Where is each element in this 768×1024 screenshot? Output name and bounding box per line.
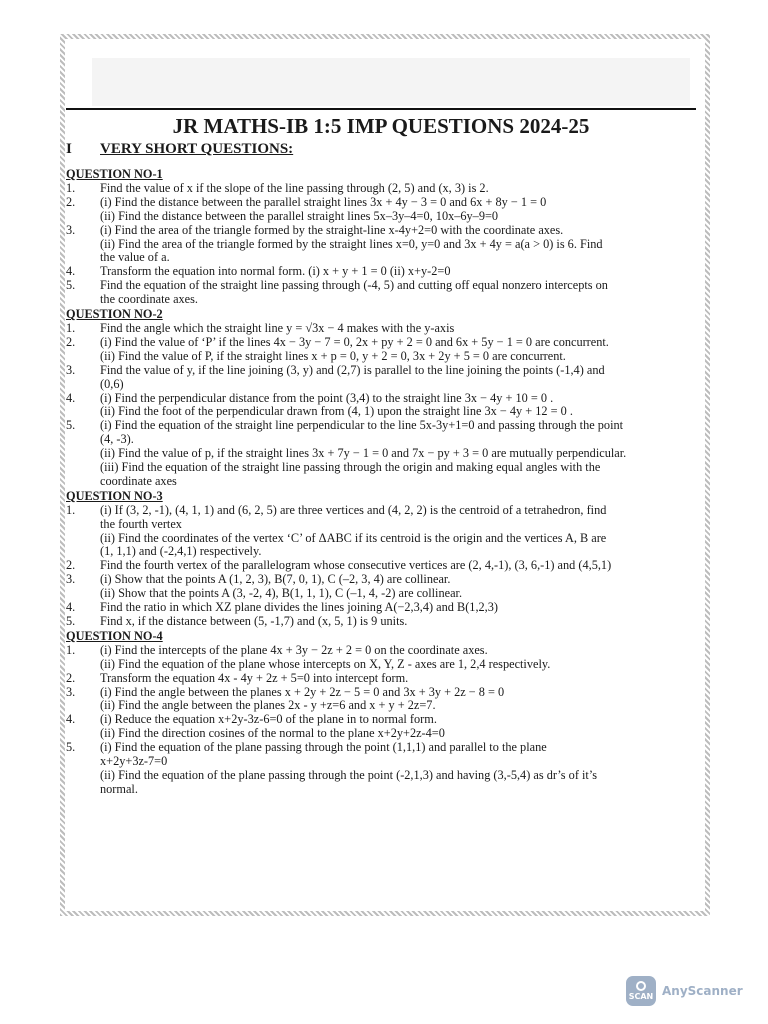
item-text: [100, 265, 694, 279]
item-number: 3.: [66, 362, 76, 377]
question-item: [66, 392, 694, 420]
question-item: [66, 182, 694, 196]
item-line: Find the value of x if the slope of the line passing through (2, 5) and (x, 3) is 2.: [100, 180, 489, 195]
item-line: Find x, if the distance between (5, -1,7) and (x, 5, 1) is 9 units.: [100, 614, 408, 628]
item-number: 4.: [66, 600, 76, 615]
item-line: (ii) Find the direction cosines of the normal to the plane x+2y+2z-4=0: [100, 726, 445, 741]
item-text: [100, 573, 694, 601]
item-number: 3.: [66, 684, 76, 699]
item-line: (0,6): [100, 376, 124, 391]
item-line: Find the ratio in which XZ plane divides the lines joining A(−2,3,4) and B(1,2,3): [100, 600, 498, 615]
question-item: [66, 364, 694, 392]
item-text: [100, 504, 694, 560]
question-item: [66, 336, 694, 364]
item-line: (ii) Find the distance between the parallel straight lines 5x–3y–4=0, 10x–6y–9=0: [100, 208, 499, 223]
item-line: (1, 1,1) and (-2,4,1) respectively.: [100, 544, 262, 559]
item-number: 4.: [66, 390, 76, 405]
item-line: (ii) Find the equation of the plane passing through the point (-2,1,3) and having (3,-5,4) as dr’s of it’s: [100, 767, 598, 782]
item-line: (ii) Find the angle between the planes 2x - y +z=6 and x + y + 2z=7.: [100, 698, 436, 713]
item-text: [100, 196, 694, 224]
item-line: (4, -3).: [100, 432, 134, 447]
item-text: [100, 713, 694, 741]
item-line: Transform the equation into normal form. (i) x + y + 1 = 0 (ii) x+y-2=0: [100, 264, 451, 279]
question-item: [66, 419, 694, 489]
item-line: (ii) Find the value of P, if the straight lines x + p = 0, y + 2 = 0, 3x + 2y + 5 = 0 are concurrent.: [100, 348, 566, 363]
item-text: [100, 224, 694, 266]
question-item: [66, 559, 694, 573]
item-line: (ii) Find the equation of the plane whose intercepts on X, Y, Z - axes are 1, 2,4 respectively.: [100, 656, 551, 671]
item-text: [100, 615, 694, 629]
item-line: Find the fourth vertex of the parallelogram whose consecutive vertices are (2, 4,-1), (3, 6,-1) and (4,5,1): [100, 558, 612, 573]
item-text: [100, 672, 694, 686]
item-line: (ii) Find the foot of the perpendicular drawn from (4, 1) upon the straight line 3x − 4y + 12 = 0 .: [100, 404, 573, 419]
header-box: [92, 58, 690, 106]
question-list: [66, 167, 694, 797]
item-text: [100, 644, 694, 672]
item-line: (i) Reduce the equation x+2y-3z-6=0 of the plane in to normal form.: [100, 712, 437, 727]
item-line: (i) Find the distance between the parallel straight lines 3x + 4y − 3 = 0 and 6x + 8y − 1 = 0: [100, 194, 547, 209]
scanner-logo-icon: [626, 976, 656, 1006]
item-number: 1.: [66, 502, 76, 517]
question-item: [66, 601, 694, 615]
item-number: 3.: [66, 572, 76, 587]
item-line: (i) Find the equation of the straight line perpendicular to the line 5x-3y+1=0 and passing through the point: [100, 418, 624, 433]
item-line: (i) Find the perpendicular distance from the point (3,4) to the straight line 3x − 4y + 10 = 0 .: [100, 390, 554, 405]
item-line: the coordinate axes.: [100, 292, 198, 307]
item-line: (i) Find the value of ‘P’ if the lines 4x − 3y − 7 = 0, 2x + py + 2 = 0 and 6x + 5y − 1 = 0 are concurrent.: [100, 334, 609, 349]
item-line: Find the angle which the straight line y = √3x − 4 makes with the y-axis: [100, 320, 455, 335]
item-line: (ii) Find the area of the triangle formed by the straight lines x=0, y=0 and 3x + 4y = a(a > 0) is 6. Find: [100, 236, 603, 251]
item-number: 3.: [66, 222, 76, 237]
question-item: [66, 644, 694, 672]
item-line: (i) Find the area of the triangle formed by the straight-line x-4y+2=0 with the coordinate axes.: [100, 222, 564, 237]
question-item: [66, 279, 694, 307]
item-line: the fourth vertex: [100, 516, 182, 531]
question-item: [66, 322, 694, 336]
item-number: 5.: [66, 614, 76, 628]
item-text: [100, 182, 694, 196]
item-line: (ii) Find the coordinates of the vertex ‘C’ of ΔABC if its centroid is the origin and the vertices A, B are: [100, 530, 607, 545]
item-number: 2.: [66, 194, 76, 209]
item-number: 4.: [66, 712, 76, 727]
item-line: coordinate axes: [100, 473, 177, 488]
item-text: [100, 419, 694, 489]
anyscanner-watermark: [626, 976, 743, 1006]
item-line: normal.: [100, 781, 138, 796]
question-heading: QUESTION NO-2: [66, 307, 163, 322]
section-heading: [66, 140, 696, 158]
item-number: 5.: [66, 418, 76, 433]
title-rule: [66, 108, 696, 110]
logo-badge-text: SCAN: [628, 992, 654, 1001]
question-item: [66, 265, 694, 279]
item-line: (ii) Find the value of p, if the straight lines 3x + 7y − 1 = 0 and 7x − py + 3 = 0 are mutually perpendicular.: [100, 446, 627, 461]
item-line: Find the value of y, if the line joining (3, y) and (2,7) is parallel to the line joining the points (-1,4) and: [100, 362, 605, 377]
item-text: [100, 364, 694, 392]
question-item: [66, 504, 694, 560]
item-number: 1.: [66, 180, 76, 195]
question-item: [66, 196, 694, 224]
item-line: (i) Find the equation of the plane passing through the point (1,1,1) and parallel to the plane: [100, 740, 547, 755]
question-item: [66, 713, 694, 741]
section-label: VERY SHORT QUESTIONS:: [100, 141, 294, 157]
item-line: Find the equation of the straight line passing through (-4, 5) and cutting off equal nonzero intercepts on: [100, 278, 608, 293]
item-number: 2.: [66, 558, 76, 573]
item-line: (i) Find the intercepts of the plane 4x + 3y − 2z + 2 = 0 on the coordinate axes.: [100, 642, 488, 657]
item-line: (i) Find the angle between the planes x + 2y + 2z − 5 = 0 and 3x + 3y + 2z − 8 = 0: [100, 684, 505, 699]
item-text: [100, 601, 694, 615]
item-text: [100, 279, 694, 307]
item-number: 4.: [66, 264, 76, 279]
question-item: [66, 686, 694, 714]
item-number: 2.: [66, 670, 76, 685]
item-line: (ii) Show that the points A (3, -2, 4), B(1, 1, 1), C (–1, 4, -2) are collinear.: [100, 586, 463, 601]
brand-name: AnyScanner: [662, 984, 743, 998]
item-text: [100, 686, 694, 714]
question-heading: QUESTION NO-4: [66, 628, 163, 643]
question-item: [66, 573, 694, 601]
item-line: x+2y+3z-7=0: [100, 754, 168, 769]
question-item: [66, 224, 694, 266]
item-text: [100, 336, 694, 364]
item-text: [100, 322, 694, 336]
item-number: 5.: [66, 278, 76, 293]
item-number: 2.: [66, 334, 76, 349]
question-item: [66, 615, 694, 629]
item-number: 1.: [66, 642, 76, 657]
document-title: JR MATHS-IB 1:5 IMP QUESTIONS 2024-25: [172, 114, 590, 138]
question-item: [66, 672, 694, 686]
item-line: (i) If (3, 2, -1), (4, 1, 1) and (6, 2, 5) are three vertices and (4, 2, 2) is the centroid of a tetrahedron, find: [100, 502, 607, 517]
question-heading: QUESTION NO-3: [66, 488, 163, 503]
item-text: [100, 559, 694, 573]
item-text: [100, 392, 694, 420]
item-number: 5.: [66, 740, 76, 755]
item-line: (i) Show that the points A (1, 2, 3), B(7, 0, 1), C (–2, 3, 4) are collinear.: [100, 572, 451, 587]
question-item: [66, 741, 694, 797]
item-line: (iii) Find the equation of the straight line passing through the origin and making equal angles with the: [100, 460, 601, 475]
item-number: 1.: [66, 320, 76, 335]
section-number: I: [66, 141, 72, 157]
item-line: the value of a.: [100, 250, 170, 265]
item-text: [100, 741, 694, 797]
question-heading: QUESTION NO-1: [66, 167, 163, 181]
item-line: Transform the equation 4x - 4y + 2z + 5=0 into intercept form.: [100, 670, 409, 685]
